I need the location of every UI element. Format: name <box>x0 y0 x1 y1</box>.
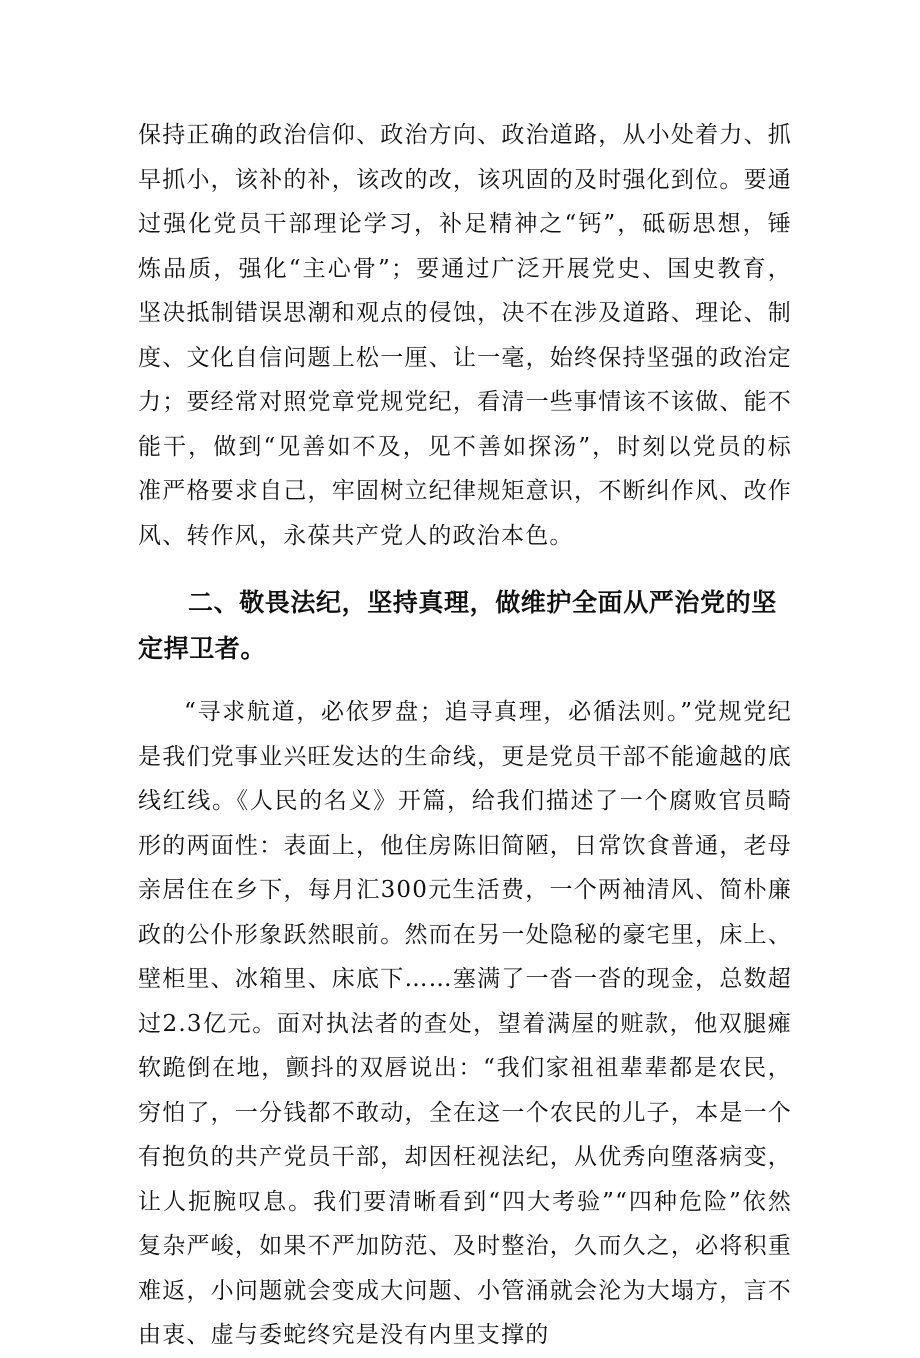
body-paragraph-continuation: 保持正确的政治信仰、政治方向、政治道路，从小处着力、抓早抓小，该补的补，该改的改，该巩固的及时强化到位。要通过强化党员干部理论学习，补足精神之“钙”，砥砺思想，锤炼品质，强化“主心骨”；要通过广泛开展党史、国史教育，坚决抵制错误思潮和观点的侵蚀，决不在涉及道路、理论、制度、文化自信问题上松一厘、让一毫，始终保持坚强的政治定力；要经常对照党章党规党纪，看清一些事情该不该做、能不能干，做到“见善如不及，见不善如探汤”，时刻以党员的标准严格要求自己，牢固树立纪律规矩意识，不断纠作风、改作风、转作风，永葆共产党人的政治本色。 <box>138 122 792 549</box>
body-paragraph-section-2: “寻求航道，必依罗盘；追寻真理，必循法则。”党规党纪是我们党事业兴旺发达的生命线，更是党员干部不能逾越的底线红线。《人民的名义》开篇，给我们描述了一个腐败官员畸形的两面性：表面上，他住房陈旧简陋，日常饮食普通，老母亲居住在乡下，每月汇300元生活费，一个两袖清风、简朴廉政的公仆形象跃然眼前。然而在另一处隐秘的豪宅里，床上、壁柜里、冰箱里、床底下……塞满了一沓一沓的现金，总数超过2.3亿元。面对执法者的查处，望着满屋的赃款，他双腿瘫软跪倒在地，颤抖的双唇说出：“我们家祖祖辈辈都是农民，穷怕了，一分钱都不敢动，全在这一个农民的儿子，本是一个有抱负的共产党员干部，却因枉视法纪，从优秀向堕落病变，让人扼腕叹息。我们要清晰看到“四大考验”“四种危险”依然复杂严峻，如果不严加防范、及时整治，久而久之，必将积重难返，小问题就会变成大问题、小管涌就会沦为大塌方，言不由衷、虚与委蛇终究是没有内里支撑的 <box>138 699 792 1348</box>
section-heading-2: 二、敬畏法纪，坚持真理，做维护全面从严治党的坚定捍卫者。 <box>138 588 777 663</box>
